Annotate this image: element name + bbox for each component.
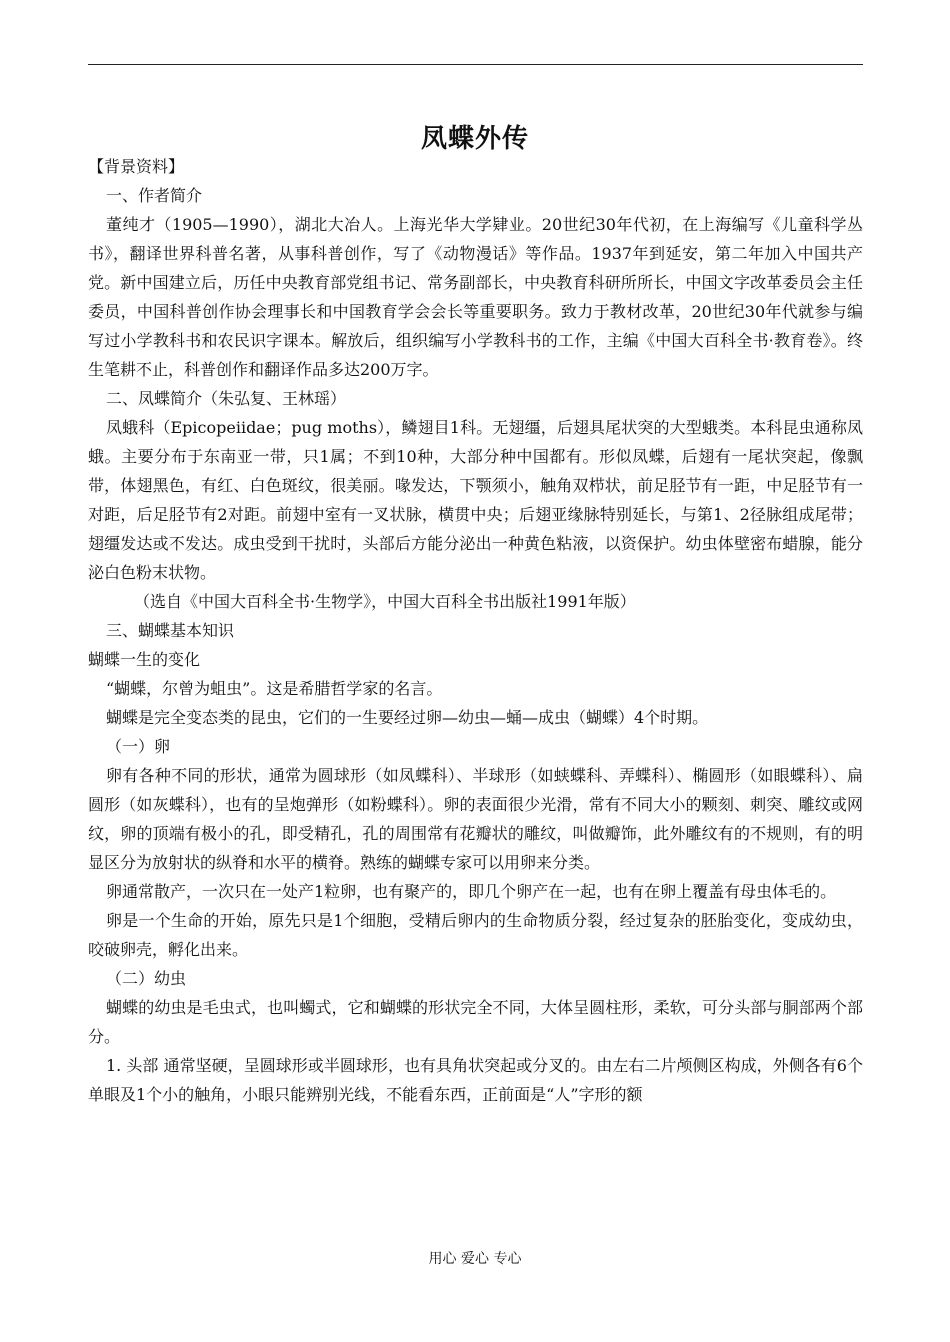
paragraph: （二）幼虫	[106, 969, 187, 988]
paragraph: 董纯才（1905—1990），湖北大冶人。上海光华大学肄业。20世纪30年代初，在上海编写《儿童科学丛书》，翻译世界科普名著，从事科普创作，写了《动物漫话》等作品。1937年到延安，第二年加入中国共产党。新中国建立后，历任中央教育部党组书记、常务副部长，中央教育科研所所长，中国文字改革委员会主任委员，中国科普创作协会理事长和中国教育学会会长等重要职务。致力于教材改革，20世纪30年代就参与编写过小学教科书和农民识字课本。解放后，组织编写小学教科书的工作，主编《中国大百科全书·教育卷》。终生笔耕不止，科普创作和翻译作品多达200万字。	[88, 215, 863, 379]
paragraph: 1. 头部 通常坚硬，呈圆球形或半圆球形，也有具角状突起或分叉的。由左右二片颅侧区构成，外侧各有6个单眼及1个小的触角，小眼只能辨别光线，不能看东西，正前面是“人”字形的额	[88, 1056, 863, 1104]
paragraph: 卵是一个生命的开始，原先只是1个细胞，受精后卵内的生命物质分裂，经过复杂的胚胎变化，变成幼虫，咬破卵壳，孵化出来。	[88, 911, 863, 959]
document-body	[88, 152, 863, 1109]
paragraph: （选自《中国大百科全书·生物学》，中国大百科全书出版社1991年版）	[134, 592, 636, 611]
paragraph: 二、凤蝶简介（朱弘复、王林瑶）	[106, 389, 347, 408]
paragraph: 蝴蝶的幼虫是毛虫式，也叫蠋式，它和蝴蝶的形状完全不同，大体呈圆柱形，柔软，可分头部与胴部两个部分。	[88, 998, 863, 1046]
paragraph: 凤蛾科（Epicopeiidae；pug moths），鳞翅目1科。无翅缰，后翅具尾状突的大型蛾类。本科昆虫通称凤蛾。主要分布于东南亚一带，只1属；不到10种，大部分种中国都有。形似凤蝶，后翅有一尾状突起，像飘带，体翅黑色，有红、白色斑纹，很美丽。喙发达，下颚须小，触角双栉状，前足胫节有一距，中足胫节有一对距，后足胫节有2对距。前翅中室有一叉状脉，横贯中央；后翅亚缘脉特别延长，与第1、2径脉组成尾带；翅缰发达或不发达。成虫受到干扰时，头部后方能分泌出一种黄色粘液，以资保护。幼虫体壁密布蜡腺，能分泌白色粉末状物。	[88, 418, 863, 582]
paragraph: 蝴蝶是完全变态类的昆虫，它们的一生要经过卵—幼虫—蛹—成虫（蝴蝶）4个时期。	[106, 708, 709, 727]
paragraph-list	[88, 181, 863, 1109]
paragraph: 卵有各种不同的形状，通常为圆球形（如凤蝶科）、半球形（如蛱蝶科、弄蝶科）、椭圆形（如眼蝶科）、扁圆形（如灰蝶科），也有的呈炮弹形（如粉蝶科）。卵的表面很少光滑，常有不同大小的颗刻、刺突、雕纹或网纹，卵的顶端有极小的孔，即受精孔，孔的周围常有花瓣状的雕纹，叫做瓣饰，此外雕纹有的不规则，有的明显区分为放射状的纵脊和水平的横脊。熟练的蝴蝶专家可以用卵来分类。	[88, 766, 863, 872]
paragraph: 三、蝴蝶基本知识	[106, 621, 235, 640]
paragraph: （一）卵	[106, 737, 171, 756]
paragraph: 一、作者简介	[106, 186, 203, 205]
header-rule	[88, 64, 863, 65]
section-header: 【背景资料】	[88, 157, 185, 176]
paragraph: 卵通常散产，一次只在一处产1粒卵，也有聚产的，即几个卵产在一起，也有在卵上覆盖有母虫体毛的。	[106, 882, 837, 901]
paragraph: “蝴蝶，尔曾为蛆虫”。这是希腊哲学家的名言。	[106, 679, 443, 698]
page-footer: 用心 爱心 专心	[428, 1251, 522, 1267]
page-title: 凤蝶外传	[420, 124, 529, 154]
paragraph: 蝴蝶一生的变化	[88, 650, 201, 669]
